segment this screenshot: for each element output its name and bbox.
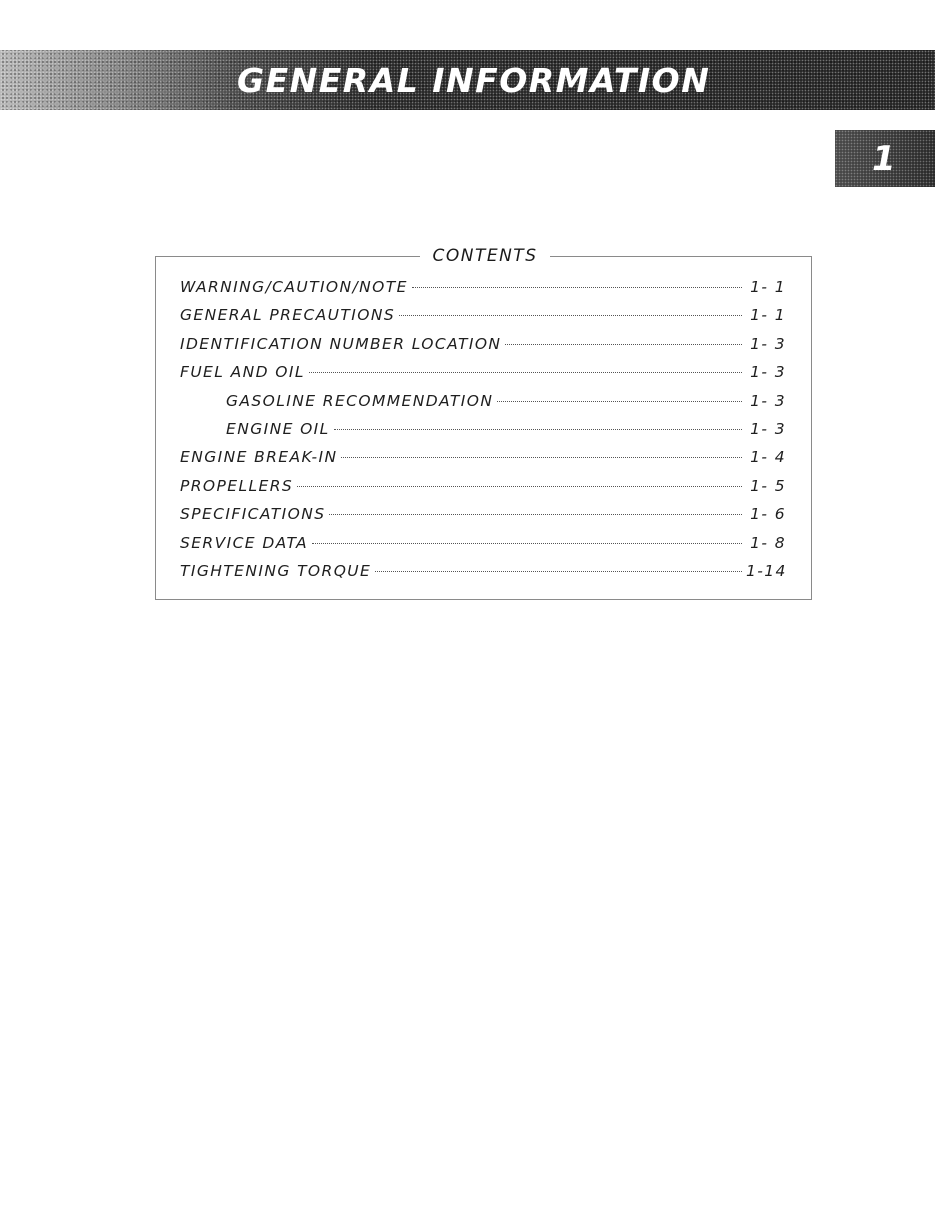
table-of-contents [180,278,786,590]
toc-leader-dots [334,429,742,430]
toc-entry-page: 1- 6 [750,505,786,524]
toc-entry-title: SPECIFICATIONS [180,505,326,524]
toc-entry-title: GASOLINE RECOMMENDATION [226,391,494,410]
toc-leader-dots [312,543,742,544]
page-title: GENERAL INFORMATION [237,61,711,100]
toc-entry-title: GENERAL PRECAUTIONS [180,306,396,325]
toc-entry-identification-number-location[interactable] [180,335,786,363]
toc-entry-engine-break-in[interactable] [180,448,786,476]
contents-heading: CONTENTS [420,244,550,268]
toc-entry-fuel-and-oil[interactable] [180,363,786,391]
toc-entry-propellers[interactable] [180,477,786,505]
toc-entry-page: 1- 1 [750,278,786,296]
toc-leader-dots [297,486,742,487]
toc-entry-warning-caution-note[interactable] [180,278,786,306]
toc-entry-specifications[interactable] [180,505,786,533]
toc-leader-dots [497,401,742,402]
toc-entry-page: 1- 3 [750,391,786,410]
toc-entry-title: FUEL AND OIL [180,363,305,382]
toc-entry-page: 1-14 [746,561,787,580]
toc-entry-page: 1- 4 [750,448,786,467]
toc-leader-dots [412,287,742,288]
toc-entry-page: 1- 1 [750,306,786,325]
chapter-number: 1 [872,139,896,179]
toc-entry-general-precautions[interactable] [180,306,786,334]
toc-entry-page: 1- 3 [750,363,786,382]
toc-entry-gasoline-recommendation[interactable] [180,392,786,420]
toc-leader-dots [505,344,742,345]
toc-leader-dots [341,457,742,458]
toc-entry-service-data[interactable] [180,534,786,562]
toc-entry-title: WARNING/CAUTION/NOTE [180,278,408,296]
toc-entry-title: ENGINE BREAK-IN [180,448,338,467]
toc-entry-tightening-torque[interactable] [180,562,786,590]
toc-leader-dots [329,514,742,515]
toc-entry-page: 1- 3 [750,334,786,353]
toc-entry-page: 1- 8 [750,533,786,552]
toc-entry-title: ENGINE OIL [226,419,330,438]
toc-entry-page: 1- 3 [750,419,786,438]
toc-leader-dots [309,372,742,373]
toc-entry-title: SERVICE DATA [180,533,308,552]
toc-leader-dots [375,571,742,572]
toc-entry-title: TIGHTENING TORQUE [180,561,372,580]
toc-entry-page: 1- 5 [750,476,786,495]
toc-entry-engine-oil[interactable] [180,420,786,448]
toc-entry-title: IDENTIFICATION NUMBER LOCATION [180,334,502,353]
toc-entry-title: PROPELLERS [180,476,294,495]
toc-leader-dots [399,315,742,316]
